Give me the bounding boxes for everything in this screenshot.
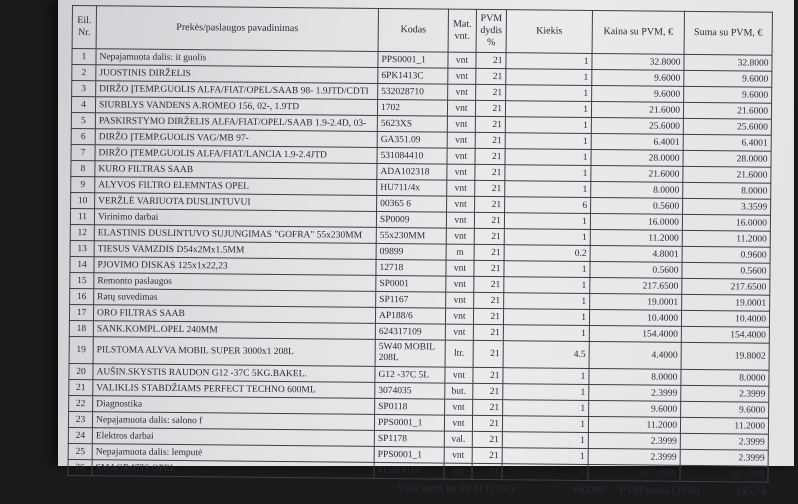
item-quantity: 6: [505, 197, 591, 214]
item-vat: 21: [473, 383, 503, 399]
item-price: 9.6000: [589, 400, 681, 417]
item-name: SIURBLYS VANDENS A.ROMEO 156, 02-, 1.9TD: [95, 97, 377, 116]
item-price: 25.6000: [591, 117, 683, 134]
item-sum: 11.2000: [680, 417, 768, 434]
item-quantity: 1: [503, 400, 589, 417]
item-code: HU711/4x: [377, 179, 447, 196]
item-name: Virinimo darbai: [94, 209, 376, 228]
item-vat: 21: [474, 260, 504, 276]
row-number: 10: [71, 192, 95, 208]
item-code: GA351.09: [377, 131, 447, 148]
net-total-label: Viso suma be PVM (21%):: [397, 482, 517, 496]
row-number: 17: [69, 304, 93, 320]
item-vat: 21: [474, 228, 504, 244]
item-price: 154.4000: [589, 325, 681, 342]
item-unit: vnt: [447, 180, 475, 196]
row-number: 5: [71, 112, 95, 128]
item-code: 12718: [376, 259, 446, 276]
vat-total-value: 145.74: [735, 485, 766, 498]
item-vat: 21: [476, 52, 506, 68]
item-sum: 19.0001: [682, 294, 770, 311]
row-number: 16: [70, 288, 94, 304]
item-price: 0.5600: [591, 197, 683, 214]
item-price: 9.6000: [592, 69, 684, 86]
item-name: PASKIRSTYMO DIRŽELIS ALFA/FIAT/OPEL/SAAB 1.9-2.4D, 03-: [95, 113, 377, 132]
item-code: 531084410: [377, 147, 447, 164]
item-code: 3074035: [375, 382, 445, 399]
row-number: 11: [70, 208, 94, 224]
item-vat: 21: [476, 84, 506, 100]
row-number: 18: [69, 320, 93, 336]
item-unit: vnt: [444, 463, 472, 479]
row-number: 24: [68, 427, 92, 443]
item-price: 2.3999: [589, 384, 681, 401]
item-name: DIRŽO ĮTEMP.GUOLIS VAG/MB 97-: [95, 129, 377, 148]
item-code: 5W40 MOBIL 208L: [375, 339, 445, 367]
item-unit: but.: [445, 383, 473, 399]
item-quantity: 1: [502, 448, 588, 465]
item-quantity: 1: [502, 464, 588, 481]
item-unit: vnt: [445, 367, 473, 383]
item-vat: 21: [475, 164, 505, 180]
item-code: SP0009: [376, 211, 446, 228]
item-sum: 0.9600: [682, 246, 770, 263]
row-number: 25: [68, 443, 92, 459]
item-code: 09899: [376, 243, 446, 260]
row-number: 22: [69, 395, 93, 411]
item-sum: 2.3999: [680, 449, 768, 466]
item-name: DIRŽO ĮTEMP.GUOLIS ALFA/FIAT/LANCIA 1.9-2.4JTD: [95, 145, 377, 164]
item-price: 0.5600: [590, 261, 682, 278]
item-price: 9.6000: [592, 85, 684, 102]
item-name: JUOSTINIS DIRŽELIS: [96, 65, 378, 84]
item-unit: vnt: [447, 196, 475, 212]
item-unit: val.: [444, 431, 472, 447]
item-quantity: 1: [505, 101, 591, 118]
item-price: 16.0000: [590, 213, 682, 230]
item-sum: 10.4000: [681, 310, 769, 327]
item-unit: vnt: [446, 292, 474, 308]
row-number: 20: [69, 363, 93, 379]
item-quantity: 1: [504, 213, 590, 230]
item-code: 415024110: [374, 462, 444, 479]
item-price: 2.3999: [588, 448, 680, 465]
item-quantity: 1: [505, 165, 591, 182]
invoice-table: [67, 5, 772, 483]
item-sum: 16.0000: [682, 214, 770, 231]
item-quantity: 1: [506, 85, 592, 102]
item-vat: 21: [473, 340, 503, 367]
item-name: VALIKLIS STABDŽIAMS PERFECT TECHNO 600ML: [93, 380, 375, 399]
item-code: PPS0001_1: [374, 446, 444, 463]
header-nr: Eil. Nr.: [72, 6, 96, 49]
totals-line: [67, 479, 767, 504]
invoice-paper: [58, 0, 794, 498]
item-name: PJOVIMO DISKAS 125x1x22,23: [94, 257, 376, 276]
item-quantity: 1: [506, 53, 592, 70]
item-quantity: 1: [505, 133, 591, 150]
item-quantity: 1: [502, 416, 588, 433]
item-price: 28.0000: [591, 149, 683, 166]
item-vat: 21: [473, 308, 503, 324]
item-sum: 19.8002: [681, 342, 769, 370]
item-unit: ltr.: [445, 340, 473, 367]
item-sum: 9.6000: [681, 401, 769, 418]
item-vat: 21: [472, 447, 502, 463]
item-unit: vnt: [448, 68, 476, 84]
item-unit: vnt: [444, 447, 472, 463]
item-name: ELASTINIS DUSLINTUVO SUJUNGIMAS "GOFRA" 55x230MM: [94, 225, 376, 244]
item-code: ADA102318: [377, 163, 447, 180]
item-code: 5623XS: [377, 115, 447, 132]
item-price: 187.1999: [588, 464, 680, 481]
item-name: Ratų suvedimas: [94, 289, 376, 308]
header-code: Kodas: [378, 8, 448, 52]
item-quantity: 1: [504, 229, 590, 246]
invoice-sheet: [67, 5, 772, 504]
item-vat: 21: [475, 132, 505, 148]
item-code: SP1178: [374, 430, 444, 447]
item-price: 10.4000: [589, 309, 681, 326]
header-vat: PVM dydis %: [476, 9, 506, 52]
item-unit: vnt: [446, 260, 474, 276]
header-price: Kaina su PVM, €: [592, 10, 684, 54]
item-vat: 21: [472, 431, 502, 447]
row-number: 26: [68, 459, 92, 475]
item-sum: 28.0000: [683, 150, 771, 167]
item-sum: 8.0000: [681, 369, 769, 386]
item-price: 2.3999: [588, 432, 680, 449]
item-sum: 187.1999: [680, 465, 768, 482]
item-quantity: 4.5: [503, 341, 589, 369]
item-unit: m: [446, 244, 474, 260]
item-price: 4.8001: [590, 245, 682, 262]
item-sum: 11.2000: [682, 230, 770, 247]
item-vat: 21: [473, 367, 503, 383]
item-price: 11.2000: [590, 229, 682, 246]
item-sum: 21.6000: [683, 102, 771, 119]
item-vat: 21: [473, 324, 503, 340]
item-quantity: 1: [505, 149, 591, 166]
item-name: AUŠIN.SKYSTIS RAUDON G12 -37C 5KG.BAKEL.: [93, 364, 375, 383]
item-name: SANK.KOMPL.OPEL 240MM: [93, 321, 375, 340]
item-sum: 6.4001: [683, 134, 771, 151]
item-vat: 21: [473, 399, 503, 415]
item-quantity: 1: [505, 117, 591, 134]
row-number: 9: [71, 176, 95, 192]
item-quantity: 1: [504, 277, 590, 294]
item-unit: vnt: [446, 212, 474, 228]
net-total-value: 693.99: [573, 483, 604, 497]
item-quantity: 1: [503, 309, 589, 326]
item-unit: vnt: [447, 100, 475, 116]
item-sum: 3.3599: [683, 198, 771, 215]
vat-total-label: PVM suma (21%): [619, 484, 700, 498]
item-unit: vnt: [447, 164, 475, 180]
item-name: DIRŽO ĮTEMP.GUOLIS ALFA/FIAT/OPEL/SAAB 98- 1.9JTD/CDTI: [96, 81, 378, 100]
item-price: 21.6000: [591, 165, 683, 182]
item-vat: 21: [474, 212, 504, 228]
item-sum: 8.0000: [683, 182, 771, 199]
row-number: 1: [72, 49, 96, 65]
row-number: 23: [68, 411, 92, 427]
item-price: 11.2000: [588, 416, 680, 433]
item-vat: 21: [476, 68, 506, 84]
item-code: AP188/6: [375, 307, 445, 324]
item-name: Nepajamuota dalis: it guolis: [96, 49, 378, 68]
item-code: SP1167: [376, 291, 446, 308]
item-code: 532028710: [378, 83, 448, 100]
header-name: Prekės/paslaugos pavadinimas: [96, 6, 378, 52]
item-name: PILSTOMA ALYVA MOBIL SUPER 3000x1 208L: [93, 337, 375, 367]
row-number: 6: [71, 128, 95, 144]
item-sum: 9.6000: [684, 86, 772, 103]
item-code: 6PK1413C: [378, 67, 448, 84]
item-unit: vnt: [446, 276, 474, 292]
item-quantity: 1: [506, 69, 592, 86]
item-vat: 21: [474, 292, 504, 308]
item-vat: 21: [475, 180, 505, 196]
item-sum: 2.3999: [680, 433, 768, 450]
item-quantity: 1: [503, 368, 589, 385]
item-unit: vnt: [447, 148, 475, 164]
item-price: 217.6500: [590, 277, 682, 294]
row-number: 7: [71, 144, 95, 160]
item-price: 8.0000: [589, 368, 681, 385]
item-price: 4.4000: [589, 341, 681, 369]
item-name: Nepajamuota dalis: lemputė: [92, 444, 374, 463]
item-code: PPS0001_1: [374, 414, 444, 431]
item-unit: vnt: [447, 132, 475, 148]
item-quantity: 1: [503, 325, 589, 342]
item-sum: 2.3999: [681, 385, 769, 402]
item-quantity: 1: [503, 384, 589, 401]
row-number: 8: [71, 160, 95, 176]
item-unit: vnt: [447, 116, 475, 132]
item-quantity: 1: [504, 293, 590, 310]
item-code: 55x230MM: [376, 227, 446, 244]
item-name: TIESUS VAMZDIS D54x2Mx1.5MM: [94, 241, 376, 260]
header-qty: Kiekis: [506, 10, 592, 54]
item-quantity: 1: [502, 432, 588, 449]
item-name: Diagnostika: [93, 396, 375, 415]
item-unit: vnt: [445, 399, 473, 415]
item-name: Elektros darbai: [92, 428, 374, 447]
item-code: SP0118: [375, 398, 445, 415]
item-unit: vnt: [445, 308, 473, 324]
item-sum: 21.6000: [683, 166, 771, 183]
row-number: 4: [71, 97, 95, 113]
item-code: G12 -37C 5L: [375, 366, 445, 383]
item-code: 1702: [377, 99, 447, 116]
item-sum: 0.5600: [682, 262, 770, 279]
item-quantity: 1: [504, 261, 590, 278]
item-unit: vnt: [448, 84, 476, 100]
table-header-row: [72, 6, 772, 56]
row-number: 21: [69, 379, 93, 395]
item-vat: 21: [472, 463, 502, 479]
item-code: 624317109: [375, 323, 445, 340]
item-code: 00365 6: [377, 195, 447, 212]
item-unit: vnt: [444, 415, 472, 431]
item-vat: 21: [475, 148, 505, 164]
item-unit: vnt: [445, 324, 473, 340]
item-sum: 9.6000: [684, 70, 772, 87]
row-number: 2: [72, 65, 96, 81]
item-price: 19.0001: [590, 293, 682, 310]
row-number: 3: [72, 81, 96, 97]
item-sum: 154.4000: [681, 326, 769, 343]
item-price: 6.4001: [591, 133, 683, 150]
item-sum: 25.6000: [683, 118, 771, 135]
item-name: Remonto paslaugos: [94, 273, 376, 292]
item-code: SP0001: [376, 275, 446, 292]
item-code: PPS0001_1: [378, 51, 448, 68]
row-number: 15: [70, 272, 94, 288]
item-name: VERŽLĖ VARIUOTA DUSLINTUVUI: [95, 193, 377, 212]
item-name: KURO FILTRAS SAAB: [95, 161, 377, 180]
item-price: 32.8000: [592, 53, 684, 70]
row-number: 19: [69, 336, 93, 363]
item-sum: 32.8000: [684, 54, 772, 71]
row-number: 12: [70, 224, 94, 240]
item-quantity: 1: [505, 181, 591, 198]
item-name: SMAGRATIS OPEL: [92, 460, 374, 479]
item-price: 8.0000: [591, 181, 683, 198]
item-vat: 21: [475, 196, 505, 212]
item-unit: vnt: [446, 228, 474, 244]
item-name: ORO FILTRAS SAAB: [93, 305, 375, 324]
item-quantity: 0.2: [504, 245, 590, 262]
header-sum: Suma su PVM, €: [684, 11, 772, 55]
header-unit: Mat. vnt.: [448, 9, 476, 52]
row-number: 14: [70, 256, 94, 272]
item-name: ALYVOS FILTRO ELEMNTAS OPEL: [95, 177, 377, 196]
item-vat: 21: [475, 116, 505, 132]
item-vat: 21: [474, 244, 504, 260]
item-name: Nepajamuota dalis: salono f: [92, 412, 374, 431]
item-vat: 21: [472, 415, 502, 431]
item-price: 21.6000: [591, 101, 683, 118]
item-unit: vnt: [448, 52, 476, 68]
table-body: [68, 49, 772, 483]
item-vat: 21: [475, 100, 505, 116]
row-number: 13: [70, 240, 94, 256]
item-vat: 21: [474, 276, 504, 292]
item-sum: 217.6500: [682, 278, 770, 295]
